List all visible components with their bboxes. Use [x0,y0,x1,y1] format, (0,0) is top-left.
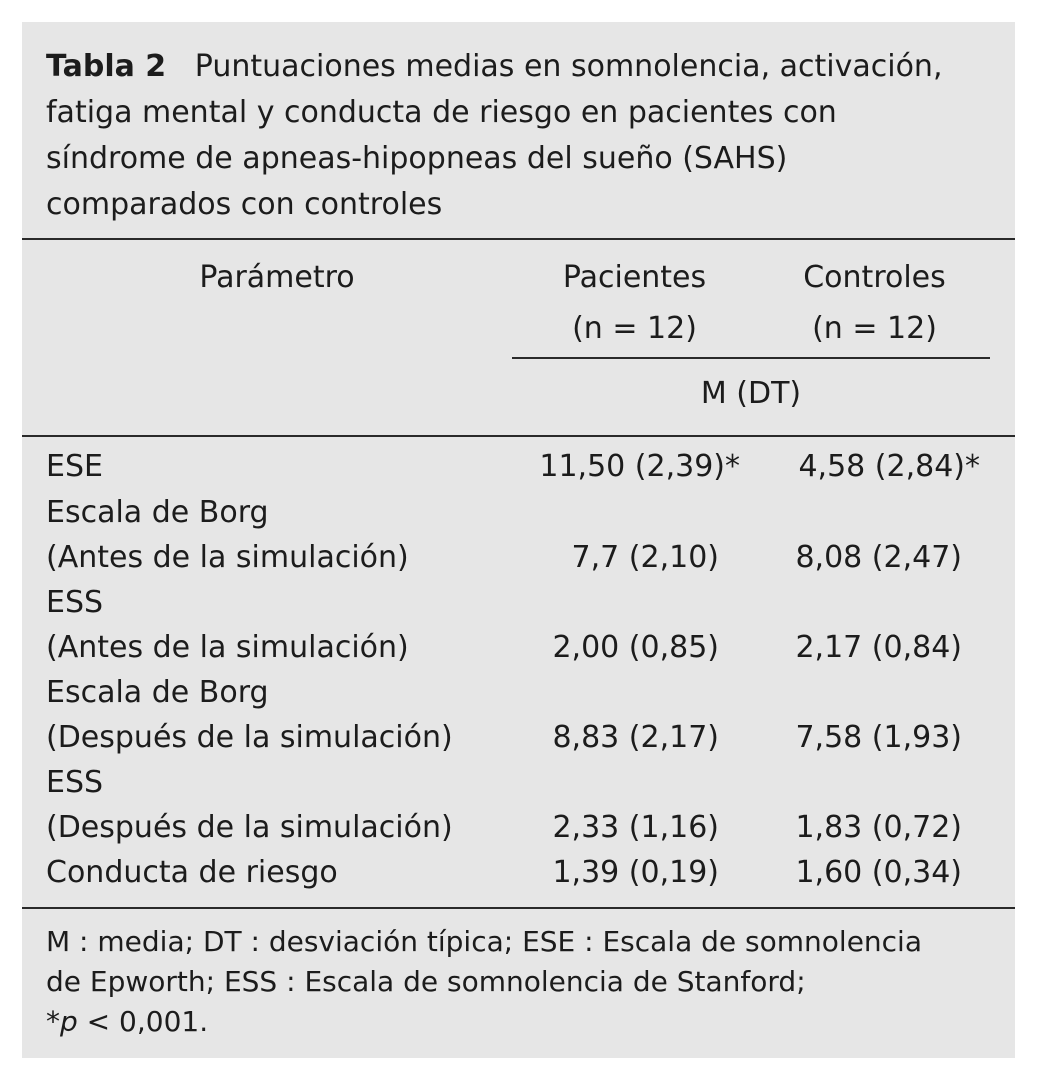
row-value-pacientes: 1,39 (0,19) [552,855,719,890]
row-value-controles: 1,60 (0,34) [795,855,962,890]
row-label: ESE [46,449,103,484]
row-value-pacientes: 7,7 (2,10) [571,540,719,575]
caption-line-2: fatiga mental y conducta de riesgo en pacientes con [46,95,837,130]
row-value-pacientes: 2,33 (1,16) [552,810,719,845]
row-sublabel: (Antes de la simulación) [46,630,409,665]
footnote-star: * [46,1005,60,1038]
footnote-line-1: M : media; DT : desviación típica; ESE : Escala de somnolencia [46,925,922,958]
footnote-p: p [60,1005,78,1038]
top-rule [22,238,1015,240]
row-value-pacientes: 11,50 (2,39)* [539,449,740,484]
row-label: ESS [46,585,104,620]
caption-line-4: comparados con controles [46,187,443,222]
row-value-controles: 7,58 (1,93) [795,720,962,755]
row-value-pacientes: 2,00 (0,85) [552,630,719,665]
table-card [22,22,1015,1058]
table-footnote [46,922,1006,1042]
table-caption [46,44,1006,228]
header-bottom-rule [22,435,1015,437]
row-value-controles: 4,58 (2,84)* [798,449,980,484]
header-parametro: Parámetro [199,260,355,295]
row-label: Conducta de riesgo [46,855,338,890]
header-controles: Controles [803,260,946,295]
caption-line-3: síndrome de apneas-hipopneas del sueño (SAHS) [46,141,788,176]
header-controles-n: (n = 12) [812,311,937,346]
header-pacientes-n: (n = 12) [572,311,697,346]
row-value-pacientes: 8,83 (2,17) [552,720,719,755]
bottom-rule [22,907,1015,909]
row-label: Escala de Borg [46,675,269,710]
caption-line-1: Puntuaciones medias en somnolencia, activación, [194,49,943,84]
row-value-controles: 2,17 (0,84) [795,630,962,665]
row-label: Escala de Borg [46,495,269,530]
row-value-controles: 1,83 (0,72) [795,810,962,845]
footnote-line-2: de Epworth; ESS : Escala de somnolencia de Stanford; [46,965,806,998]
header-sub-rule [512,357,990,359]
caption-label: Tabla 2 [46,49,167,84]
footnote-line-3 [46,1002,1006,1042]
row-sublabel: (Antes de la simulación) [46,540,409,575]
footnote-threshold: < 0,001. [77,1005,209,1038]
row-value-controles: 8,08 (2,47) [795,540,962,575]
row-sublabel: (Después de la simulación) [46,810,453,845]
header-stat: M (DT) [700,376,802,411]
row-sublabel: (Después de la simulación) [46,720,453,755]
row-label: ESS [46,765,104,800]
header-pacientes: Pacientes [562,260,707,295]
